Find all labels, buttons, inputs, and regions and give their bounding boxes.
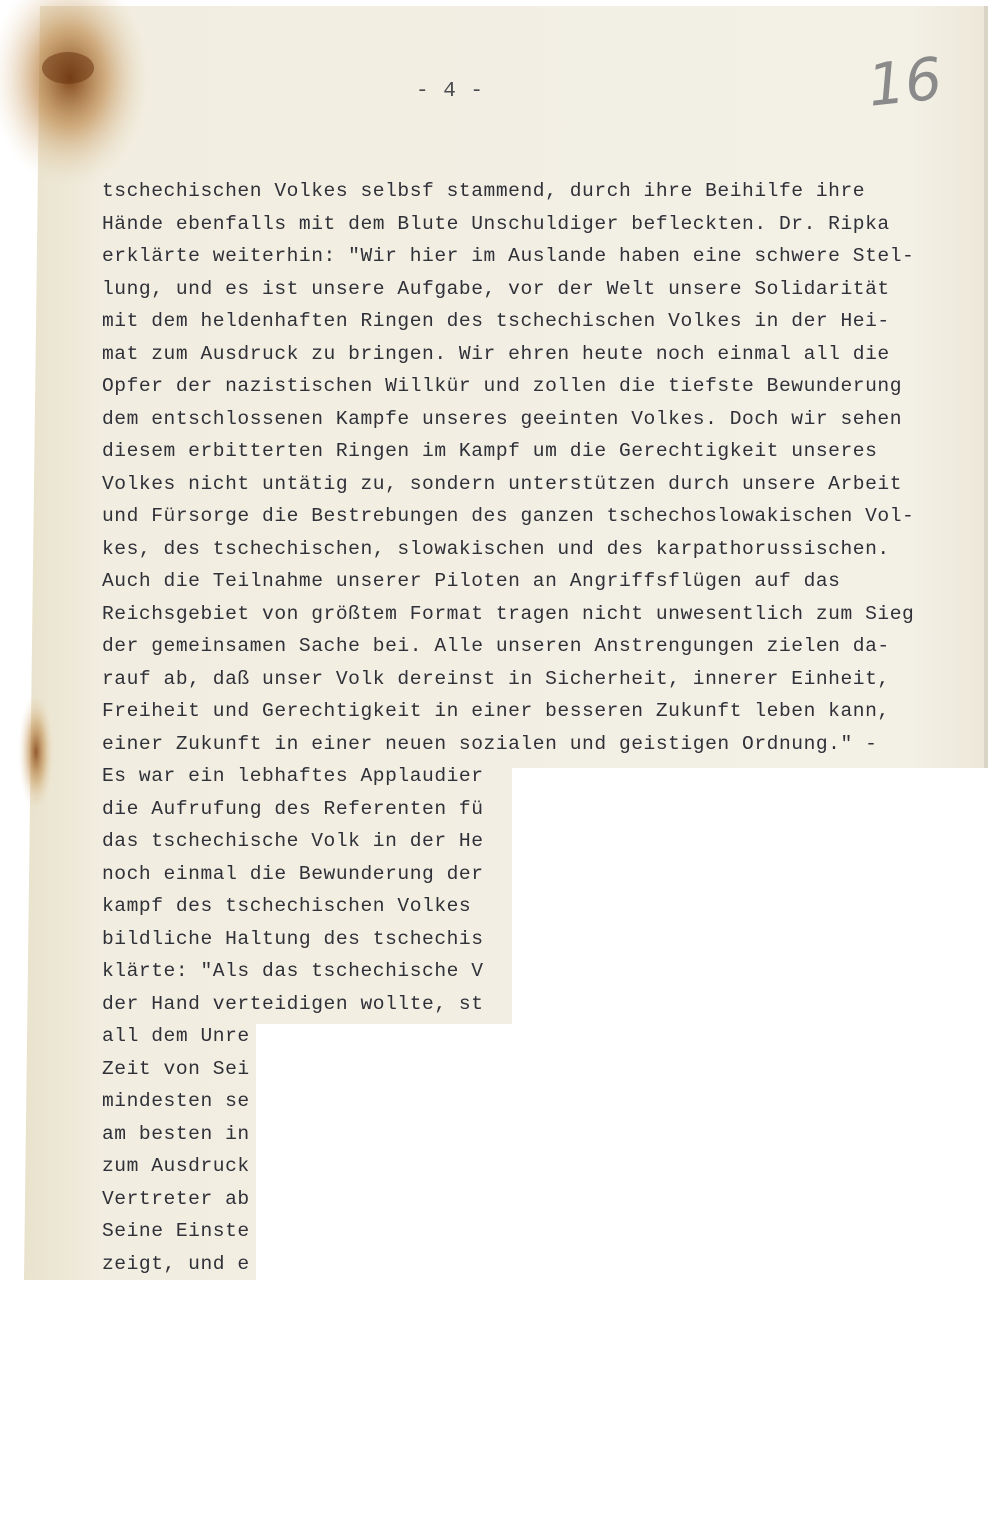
text-line: zeigt, und e: [102, 1252, 250, 1275]
text-line: einer Zukunft in einer neuen sozialen und geistigen Ordnung." -: [102, 732, 878, 755]
missing-region-mask-upper: [512, 768, 1000, 1028]
text-line: rauf ab, daß unser Volk dereinst in Sicherheit, innerer Einheit,: [102, 667, 890, 690]
text-line: mit dem heldenhaften Ringen des tschechischen Volkes in der Hei-: [102, 310, 890, 332]
text-line: und Fürsorge die Bestrebungen des ganzen tschechoslowakischen Vol-: [102, 505, 915, 527]
text-line: klärte: "Als das tschechische V: [102, 960, 484, 982]
missing-region-mask-lower: [256, 1024, 1000, 1280]
text-line: kes, des tschechischen, slowakischen und des karpathorussischen.: [102, 537, 890, 560]
text-line: Auch die Teilnahme unserer Piloten an Angriffsflügen auf das: [102, 570, 841, 592]
text-line: die Aufrufung des Referenten fü: [102, 797, 484, 820]
burn-stain-top-core: [42, 52, 94, 84]
text-line: Reichsgebiet von größtem Format tragen nicht unwesentlich zum Sieg: [102, 602, 915, 625]
text-line: das tschechische Volk in der He: [102, 830, 484, 852]
text-line: Freiheit und Gerechtigkeit in einer besseren Zukunft leben kann,: [102, 700, 890, 722]
text-line: Vertreter ab: [102, 1187, 250, 1210]
text-line: lung, und es ist unsere Aufgabe, vor der Welt unsere Solidarität: [102, 277, 890, 300]
text-line: der gemeinsamen Sache bei. Alle unseren Anstrengungen zielen da-: [102, 635, 890, 657]
text-line: all dem Unre: [102, 1025, 250, 1047]
text-line: mat zum Ausdruck zu bringen. Wir ehren heute noch einmal all die: [102, 342, 890, 365]
page-number: - 4 -: [416, 80, 485, 103]
text-line: bildliche Haltung des tschechis: [102, 927, 484, 950]
text-line: Hände ebenfalls mit dem Blute Unschuldiger befleckten. Dr. Ripka: [102, 212, 890, 235]
text-line: Es war ein lebhaftes Applaudier: [102, 765, 484, 787]
text-line: Opfer der nazistischen Willkür und zollen die tiefste Bewunderung: [102, 375, 903, 397]
text-line: zum Ausdruck: [102, 1155, 250, 1177]
text-line: Zeit von Sei: [102, 1057, 250, 1080]
handwritten-folio-number: 16: [864, 44, 946, 120]
text-line: der Hand verteidigen wollte, st: [102, 992, 484, 1015]
text-line: Seine Einste: [102, 1220, 250, 1242]
text-line: diesem erbitterten Ringen im Kampf um die Gerechtigkeit unseres: [102, 440, 878, 462]
text-line: tschechischen Volkes selbsf stammend, durch ihre Beihilfe ihre: [102, 180, 866, 202]
text-line: am besten in: [102, 1122, 250, 1145]
text-line: kampf des tschechischen Volkes: [102, 895, 472, 917]
text-line: mindesten se: [102, 1090, 250, 1112]
text-line: noch einmal die Bewunderung der: [102, 862, 484, 885]
text-line: erklärte weiterhin: "Wir hier im Auslande haben eine schwere Stel-: [102, 245, 915, 267]
text-line: dem entschlossenen Kampfe unseres geeinten Volkes. Doch wir sehen: [102, 407, 903, 430]
text-line: Volkes nicht untätig zu, sondern unterstützen durch unsere Arbeit: [102, 472, 903, 495]
burn-stain-side: [18, 692, 54, 812]
